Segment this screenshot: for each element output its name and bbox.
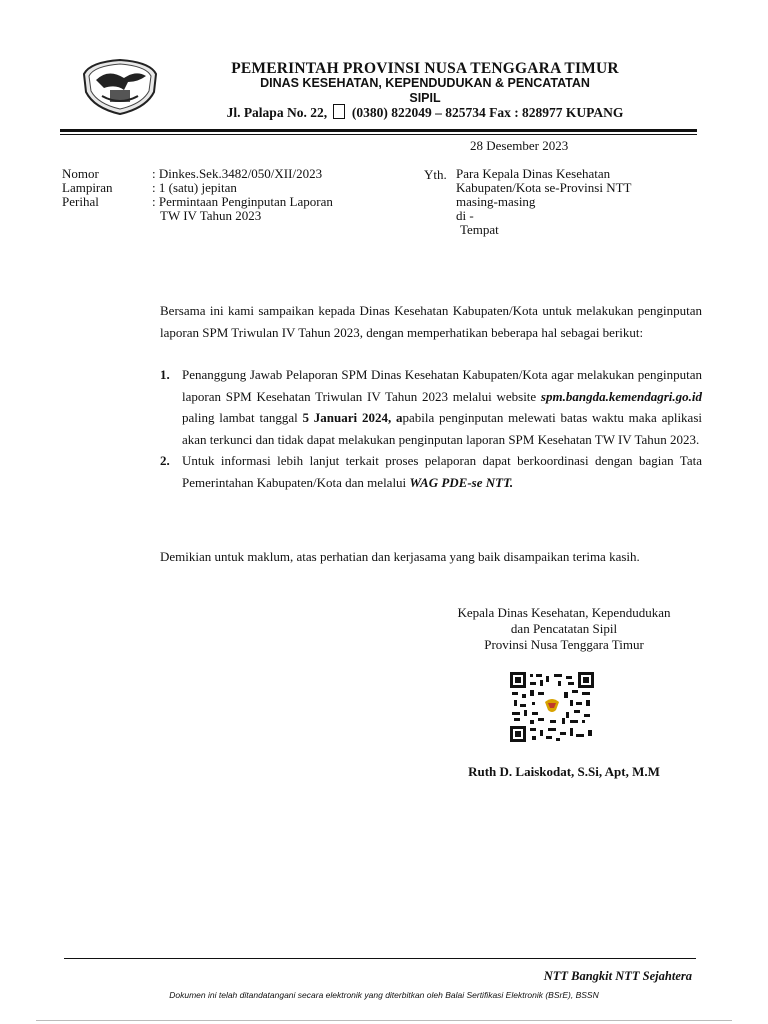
nomor-label: Nomor [62, 166, 99, 181]
recipient-line: Tempat [460, 222, 499, 237]
signatory-title [420, 605, 708, 653]
list-number: 2. [160, 453, 170, 468]
recipient-line: Para Kepala Dinas Kesehatan [456, 166, 611, 181]
signatory-name: Ruth D. Laiskodat, S.Si, Apt, M.M [468, 764, 660, 779]
address-contact: (0380) 822049 – 825734 Fax : 828977 KUPANG [351, 105, 624, 120]
footer-rule [64, 958, 696, 959]
closing-paragraph: Demikian untuk maklum, atas perhatian dan kerjasama yang baik disampaikan terima kasih. [160, 549, 640, 564]
phone-icon [333, 104, 345, 119]
signatory-title-line: Kepala Dinas Kesehatan, Kependudukan [457, 605, 671, 620]
list-item-text [182, 450, 702, 493]
bsre-notice: Dokumen ini telah ditandatangani secara elektronik yang diterbitkan oleh Balai Sertifikasi Elektronik (BSrE), BSSN [169, 990, 599, 1000]
recipient-line: masing-masing [456, 194, 536, 209]
item1-bold-a: a [396, 410, 403, 425]
instruction-list [160, 364, 702, 493]
lampiran-label: Lampiran [62, 180, 113, 195]
letterhead-address [160, 104, 690, 121]
signatory-title-line: dan Pencatatan Sipil [510, 621, 618, 636]
perihal-value-line2: TW IV Tahun 2023 [160, 208, 262, 223]
qr-code-icon [510, 672, 594, 742]
provincial-emblem-logo [80, 56, 160, 116]
item1-text-b: paling lambat tanggal [182, 410, 303, 425]
list-item [160, 364, 702, 450]
letterhead-department-name [160, 76, 690, 106]
recipient-line: di - [456, 208, 474, 223]
recipient-line: Kabupaten/Kota se-Provinsi NTT [456, 180, 632, 195]
page-bottom-rule [36, 1020, 732, 1021]
website-link[interactable]: spm.bangda.kemendagri.go.id [540, 388, 702, 404]
lampiran-value: : 1 (satu) jepitan [152, 180, 237, 195]
letterhead-rule-thin [60, 134, 697, 135]
list-number: 1. [160, 367, 170, 382]
address-prefix: Jl. Palapa No. 22, [226, 105, 328, 120]
signatory-title-line: Provinsi Nusa Tenggara Timur [484, 637, 644, 652]
letterhead-department-line1: DINAS KESEHATAN, KEPENDUDUKAN & PENCATATAN [260, 76, 590, 90]
item1-text-c: pabila penginputan melewati batas waktu maka aplikasi akan terkunci dan tidak dapat melakukan penginputan laporan SPM Kesehatan TW IV Tahun 2023. [182, 410, 702, 447]
nomor-value: : Dinkes.Sek.3482/050/XII/2023 [152, 166, 323, 181]
letterhead-department-line2: SIPIL [409, 91, 441, 105]
item1-text-a: Penanggung Jawab Pelaporan SPM Dinas Kesehatan Kabupaten/Kota agar melakukan penginputan laporan SPM Kesehatan Triwulan IV Tahun 2023 melalui website [182, 367, 702, 404]
letter-date: 28 Desember 2023 [470, 138, 569, 153]
recipient-block [456, 167, 631, 237]
perihal-label: Perihal [62, 194, 99, 209]
perihal-value-line1: : Permintaan Penginputan Laporan [152, 194, 333, 209]
deadline-date: 5 Januari 2024, [302, 410, 392, 425]
list-item-text [182, 364, 702, 450]
wag-group-name: WAG PDE-se NTT. [409, 474, 514, 490]
letterhead-government-name: PEMERINTAH PROVINSI NUSA TENGGARA TIMUR [231, 60, 619, 77]
item2-text-a: Untuk informasi lebih lanjut terkait proses pelaporan dapat berkoordinasi dengan bagian Tata Pemerintahan Kabupaten/Kota dan melalui [182, 453, 702, 490]
yth-label: Yth. [424, 167, 447, 182]
intro-paragraph: Bersama ini kami sampaikan kepada Dinas Kesehatan Kabupaten/Kota untuk melakukan penginputan laporan SPM Triwulan IV Tahun 2023, dengan memperhatikan beberapa hal sebagai berikut: [160, 303, 702, 340]
letterhead-rule-thick [60, 129, 697, 132]
footer-motto: NTT Bangkit NTT Sejahtera [543, 969, 692, 983]
list-item [160, 450, 702, 493]
